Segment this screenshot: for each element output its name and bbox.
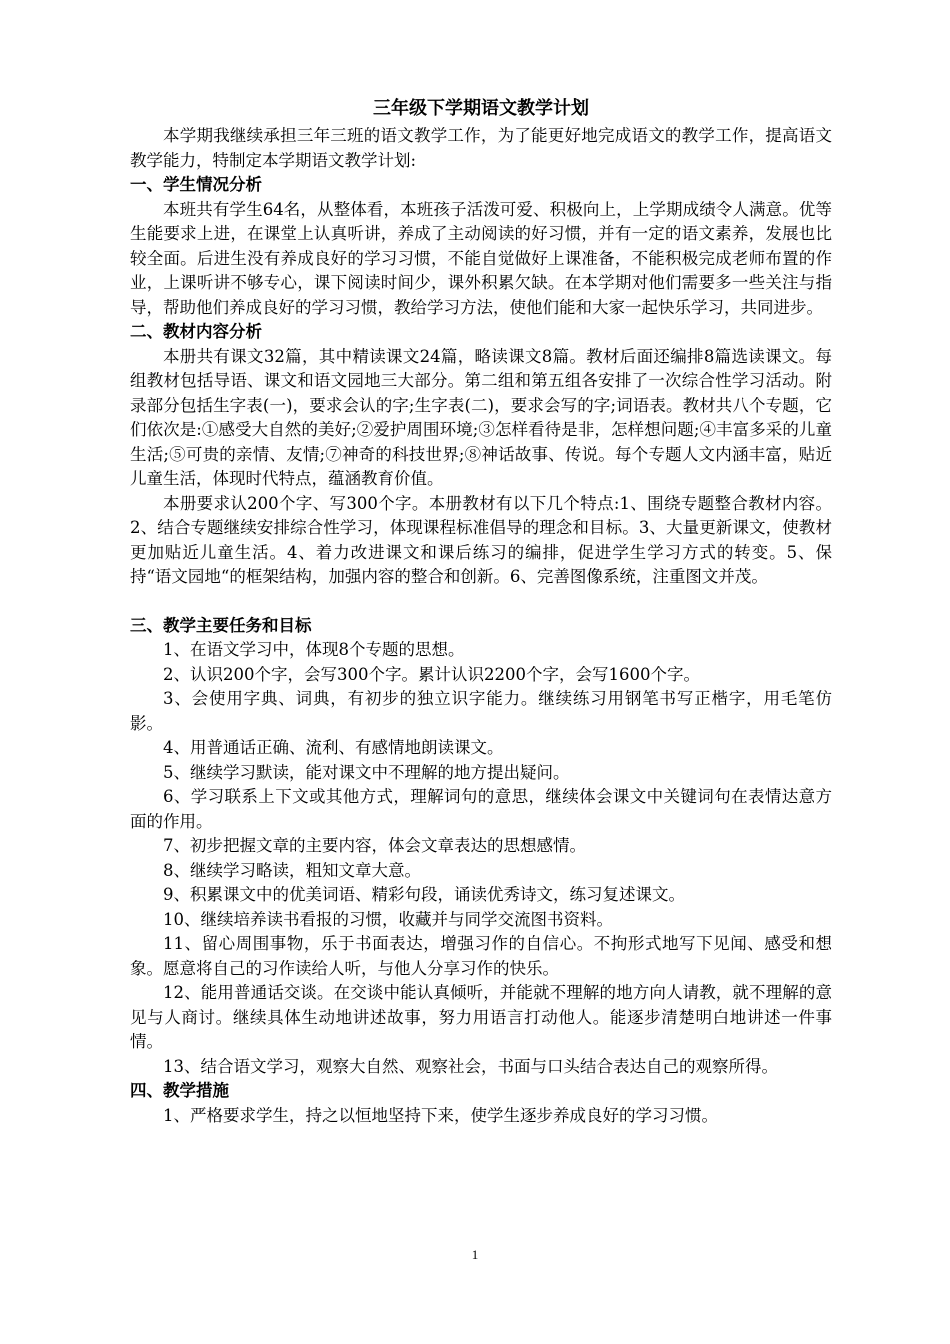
page-number: 1 bbox=[471, 1247, 479, 1262]
textbook-analysis-paragraph-1: 本册共有课文32篇，其中精读课文24篇，略读课文8篇。教材后面还编排8篇选读课文。每组教材包括导语、课文和语文园地三大部分。第二组和第五组各安排了一次综合性学习活动。附录部分包括生字表(一)，要求会认的字;生字表(二)，要求会写的字;词语表。教材共八个专题，它们依次是:①感受大自然的美好;②爱护周围环境;③怎样看待是非，怎样想问题;④丰富多采的儿童生活;⑤可贵的亲情、友情;⑦神奇的科技世界;⑧神话故事、传说。每个专题人文内涵丰富，贴近儿童生活，体现时代特点，蕴涵教育价值。 bbox=[130, 346, 832, 488]
goal-item-4: 4、用普通话正确、流利、有感情地朗读课文。 bbox=[163, 738, 504, 757]
goal-item-7: 7、初步把握文章的主要内容，体会文章表达的思想感情。 bbox=[163, 836, 586, 855]
goal-item-3: 3、会使用字典、词典，有初步的独立识字能力。继续练习用钢笔书写正楷字，用毛笔仿影。 bbox=[130, 689, 832, 733]
goal-item-8: 8、继续学习略读，粗知文章大意。 bbox=[163, 860, 421, 880]
measure-item-1: 1、严格要求学生，持之以恒地坚持下来，使学生逐步养成良好的学习习惯。 bbox=[163, 1105, 718, 1125]
document-title: 三年级下学期语文教学计划 bbox=[373, 98, 589, 119]
goal-item-13: 13、结合语文学习，观察大自然、观察社会，书面与口头结合表达自己的观察所得。 bbox=[163, 1056, 778, 1076]
section-heading-tasks-goals: 三、教学主要任务和目标 bbox=[130, 615, 312, 635]
student-analysis-paragraph: 本班共有学生64名，从整体看，本班孩子活泼可爱、积极向上，上学期成绩令人满意。优等生能要求上进，在课堂上认真听讲，养成了主动阅读的好习惯，并有一定的语文素养，发展也比较全面。后进生没有养成良好的学习习惯，不能自觉做好上课准备，不能积极完成老师布置的作业，上课听讲不够专心，课下阅读时间少，课外积累欠缺。在本学期对他们需要多一些关注与指导，帮助他们养成良好的学习习惯，教给学习方法，使他们能和大家一起快乐学习，共同进步。 bbox=[130, 199, 832, 317]
textbook-analysis-paragraph-2: 本册要求认200个字、写300个字。本册教材有以下几个特点:1、围绕专题整合教材内容。2、结合专题继续安排综合性学习，体现课程标准倡导的理念和目标。3、大量更新课文，使教材更加贴近儿童生活。4、着力改进课文和课后练习的编排，促进学生学习方式的转变。5、保持“语文园地“的框架结构，加强内容的整合和创新。6、完善图像系统，注重图文并茂。 bbox=[130, 493, 832, 586]
goal-item-11: 11、留心周围事物，乐于书面表达，增强习作的自信心。不拘形式地写下见闻、感受和想象。愿意将自己的习作读给人听，与他人分享习作的快乐。 bbox=[130, 934, 832, 978]
goal-item-12: 12、能用普通话交谈。在交谈中能认真倾听，并能就不理解的地方向人请教，就不理解的意见与人商讨。继续具体生动地讲述故事，努力用语言打动他人。能逐步清楚明白地讲述一件事情。 bbox=[130, 983, 832, 1051]
goal-item-2: 2、认识200个字，会写300个字。累计认识2200个字，会写1600个字。 bbox=[163, 664, 700, 684]
goal-item-6: 6、学习联系上下文或其他方式，理解词句的意思，继续体会课文中关键词句在表情达意方面的作用。 bbox=[130, 787, 832, 831]
document-page bbox=[130, 96, 832, 1128]
blank-line bbox=[130, 590, 832, 614]
intro-paragraph: 本学期我继续承担三年三班的语文教学工作，为了能更好地完成语文的教学工作，提高语文教学能力，特制定本学期语文教学计划: bbox=[130, 126, 832, 170]
section-heading-student-analysis: 一、学生情况分析 bbox=[130, 175, 262, 194]
goal-item-10: 10、继续培养读书看报的习惯，收藏并与同学交流图书资料。 bbox=[163, 909, 613, 929]
section-heading-textbook-analysis: 二、教材内容分析 bbox=[130, 322, 262, 341]
goal-item-9: 9、积累课文中的优美词语、精彩句段，诵读优秀诗文，练习复述课文。 bbox=[163, 885, 685, 904]
goal-item-5: 5、继续学习默读，能对课文中不理解的地方提出疑问。 bbox=[163, 762, 570, 782]
section-heading-teaching-measures: 四、教学措施 bbox=[130, 1081, 229, 1100]
goal-item-1: 1、在语文学习中，体现8个专题的思想。 bbox=[163, 640, 465, 659]
